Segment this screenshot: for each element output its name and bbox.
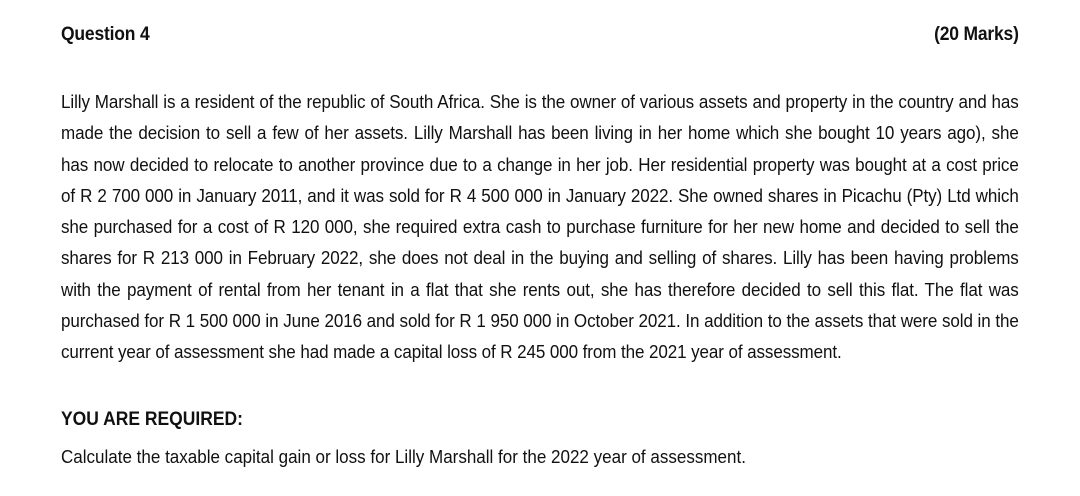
question-marks: (20 Marks) — [934, 24, 1019, 45]
question-header — [61, 24, 1019, 46]
scenario-paragraph: Lilly Marshall is a resident of the republic of South Africa. She is the owner of various assets and property in the country and has made the decision to sell a few of her assets. Lilly Marshall has been living in her home which she bought 10 years ago), she has now decided to relocate to another province due to a change in her job. Her residential property was bought at a cost price of R 2 700 000 in January 2011, and it was sold for R 4 500 000 in January 2022. She owned shares in Picachu (Pty) Ltd which she purchased for a cost of R 120 000, she required extra cash to purchase furniture for her new home and decided to sell the shares for R 213 000 in February 2022, she does not deal in the buying and selling of shares. Lilly has been having problems with the payment of rental from her tenant in a flat that she rents out, she has therefore decided to sell this flat. The flat was purchased for R 1 500 000 in June 2016 and sold for R 1 950 000 in October 2021. In addition to the assets that were sold in the current year of assessment she had made a capital loss of R 245 000 from the 2021 year of assessment. — [61, 91, 1019, 363]
document-page — [61, 0, 1019, 496]
required-heading: YOU ARE REQUIRED: — [61, 409, 243, 430]
task-instruction: Calculate the taxable capital gain or loss for Lilly Marshall for the 2022 year of assessment. — [61, 446, 746, 467]
question-title: Question 4 — [61, 24, 150, 45]
